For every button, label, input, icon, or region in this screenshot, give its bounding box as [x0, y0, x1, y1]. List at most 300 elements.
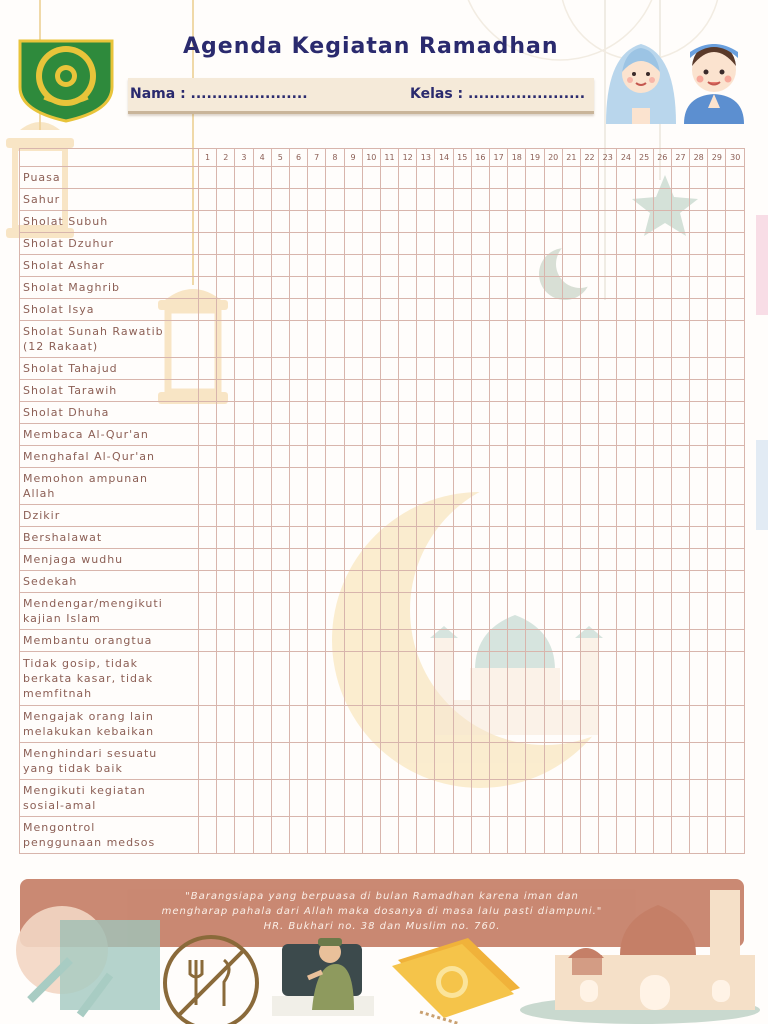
check-cell[interactable]: [217, 468, 235, 505]
check-cell[interactable]: [453, 211, 471, 233]
check-cell[interactable]: [344, 652, 362, 706]
check-cell[interactable]: [199, 167, 217, 189]
check-cell[interactable]: [199, 505, 217, 527]
check-cell[interactable]: [580, 817, 598, 854]
check-cell[interactable]: [617, 780, 635, 817]
check-cell[interactable]: [435, 446, 453, 468]
check-cell[interactable]: [271, 743, 289, 780]
check-cell[interactable]: [690, 630, 708, 652]
check-cell[interactable]: [708, 299, 726, 321]
check-cell[interactable]: [508, 358, 526, 380]
check-cell[interactable]: [217, 402, 235, 424]
check-cell[interactable]: [253, 277, 271, 299]
check-cell[interactable]: [708, 358, 726, 380]
check-cell[interactable]: [253, 167, 271, 189]
check-cell[interactable]: [271, 380, 289, 402]
check-cell[interactable]: [199, 255, 217, 277]
check-cell[interactable]: [544, 233, 562, 255]
check-cell[interactable]: [671, 780, 689, 817]
check-cell[interactable]: [635, 652, 653, 706]
check-cell[interactable]: [580, 167, 598, 189]
check-cell[interactable]: [362, 380, 380, 402]
check-cell[interactable]: [217, 817, 235, 854]
check-cell[interactable]: [599, 817, 617, 854]
check-cell[interactable]: [308, 817, 326, 854]
check-cell[interactable]: [653, 780, 671, 817]
check-cell[interactable]: [362, 652, 380, 706]
check-cell[interactable]: [380, 167, 398, 189]
check-cell[interactable]: [453, 743, 471, 780]
check-cell[interactable]: [271, 402, 289, 424]
check-cell[interactable]: [490, 780, 508, 817]
check-cell[interactable]: [399, 593, 417, 630]
check-cell[interactable]: [544, 780, 562, 817]
check-cell[interactable]: [544, 527, 562, 549]
check-cell[interactable]: [289, 321, 307, 358]
check-cell[interactable]: [526, 527, 544, 549]
check-cell[interactable]: [653, 277, 671, 299]
check-cell[interactable]: [526, 358, 544, 380]
check-cell[interactable]: [362, 549, 380, 571]
check-cell[interactable]: [380, 358, 398, 380]
check-cell[interactable]: [690, 527, 708, 549]
check-cell[interactable]: [580, 211, 598, 233]
check-cell[interactable]: [289, 211, 307, 233]
check-cell[interactable]: [417, 743, 435, 780]
check-cell[interactable]: [199, 630, 217, 652]
check-cell[interactable]: [635, 780, 653, 817]
check-cell[interactable]: [289, 780, 307, 817]
check-cell[interactable]: [708, 652, 726, 706]
check-cell[interactable]: [417, 189, 435, 211]
check-cell[interactable]: [399, 780, 417, 817]
check-cell[interactable]: [217, 211, 235, 233]
check-cell[interactable]: [671, 571, 689, 593]
check-cell[interactable]: [235, 189, 253, 211]
check-cell[interactable]: [526, 299, 544, 321]
check-cell[interactable]: [289, 255, 307, 277]
check-cell[interactable]: [671, 211, 689, 233]
check-cell[interactable]: [253, 630, 271, 652]
check-cell[interactable]: [544, 358, 562, 380]
check-cell[interactable]: [217, 706, 235, 743]
check-cell[interactable]: [508, 505, 526, 527]
check-cell[interactable]: [562, 299, 580, 321]
check-cell[interactable]: [471, 780, 489, 817]
check-cell[interactable]: [526, 652, 544, 706]
check-cell[interactable]: [599, 527, 617, 549]
check-cell[interactable]: [199, 299, 217, 321]
check-cell[interactable]: [617, 233, 635, 255]
check-cell[interactable]: [671, 743, 689, 780]
check-cell[interactable]: [471, 233, 489, 255]
check-cell[interactable]: [653, 505, 671, 527]
check-cell[interactable]: [599, 167, 617, 189]
check-cell[interactable]: [471, 402, 489, 424]
check-cell[interactable]: [471, 630, 489, 652]
check-cell[interactable]: [544, 652, 562, 706]
check-cell[interactable]: [326, 571, 344, 593]
check-cell[interactable]: [599, 255, 617, 277]
check-cell[interactable]: [453, 780, 471, 817]
check-cell[interactable]: [471, 358, 489, 380]
check-cell[interactable]: [399, 299, 417, 321]
check-cell[interactable]: [362, 593, 380, 630]
check-cell[interactable]: [417, 402, 435, 424]
check-cell[interactable]: [562, 571, 580, 593]
check-cell[interactable]: [599, 321, 617, 358]
check-cell[interactable]: [726, 652, 745, 706]
check-cell[interactable]: [217, 780, 235, 817]
check-cell[interactable]: [653, 233, 671, 255]
check-cell[interactable]: [599, 593, 617, 630]
check-cell[interactable]: [199, 211, 217, 233]
check-cell[interactable]: [544, 189, 562, 211]
check-cell[interactable]: [362, 446, 380, 468]
check-cell[interactable]: [671, 505, 689, 527]
check-cell[interactable]: [435, 380, 453, 402]
check-cell[interactable]: [562, 468, 580, 505]
check-cell[interactable]: [690, 211, 708, 233]
check-cell[interactable]: [490, 505, 508, 527]
check-cell[interactable]: [289, 402, 307, 424]
check-cell[interactable]: [326, 299, 344, 321]
check-cell[interactable]: [690, 380, 708, 402]
check-cell[interactable]: [490, 233, 508, 255]
check-cell[interactable]: [362, 630, 380, 652]
check-cell[interactable]: [653, 706, 671, 743]
check-cell[interactable]: [235, 233, 253, 255]
check-cell[interactable]: [253, 527, 271, 549]
check-cell[interactable]: [308, 780, 326, 817]
check-cell[interactable]: [308, 233, 326, 255]
check-cell[interactable]: [453, 189, 471, 211]
check-cell[interactable]: [708, 468, 726, 505]
check-cell[interactable]: [344, 780, 362, 817]
check-cell[interactable]: [380, 424, 398, 446]
check-cell[interactable]: [726, 424, 745, 446]
check-cell[interactable]: [199, 233, 217, 255]
check-cell[interactable]: [544, 167, 562, 189]
check-cell[interactable]: [617, 593, 635, 630]
check-cell[interactable]: [671, 424, 689, 446]
check-cell[interactable]: [726, 630, 745, 652]
check-cell[interactable]: [253, 321, 271, 358]
check-cell[interactable]: [326, 505, 344, 527]
check-cell[interactable]: [471, 211, 489, 233]
check-cell[interactable]: [399, 549, 417, 571]
check-cell[interactable]: [471, 255, 489, 277]
check-cell[interactable]: [671, 321, 689, 358]
check-cell[interactable]: [417, 505, 435, 527]
check-cell[interactable]: [362, 571, 380, 593]
check-cell[interactable]: [526, 233, 544, 255]
check-cell[interactable]: [653, 571, 671, 593]
check-cell[interactable]: [471, 380, 489, 402]
class-field[interactable]: Kelas : ......................: [410, 86, 586, 102]
check-cell[interactable]: [362, 743, 380, 780]
check-cell[interactable]: [708, 189, 726, 211]
check-cell[interactable]: [271, 571, 289, 593]
check-cell[interactable]: [326, 167, 344, 189]
check-cell[interactable]: [417, 780, 435, 817]
check-cell[interactable]: [289, 652, 307, 706]
check-cell[interactable]: [199, 817, 217, 854]
check-cell[interactable]: [526, 211, 544, 233]
check-cell[interactable]: [653, 743, 671, 780]
check-cell[interactable]: [217, 743, 235, 780]
check-cell[interactable]: [690, 468, 708, 505]
check-cell[interactable]: [399, 167, 417, 189]
check-cell[interactable]: [417, 358, 435, 380]
check-cell[interactable]: [708, 446, 726, 468]
check-cell[interactable]: [417, 468, 435, 505]
check-cell[interactable]: [580, 380, 598, 402]
check-cell[interactable]: [726, 527, 745, 549]
check-cell[interactable]: [453, 358, 471, 380]
check-cell[interactable]: [671, 277, 689, 299]
check-cell[interactable]: [435, 652, 453, 706]
check-cell[interactable]: [580, 505, 598, 527]
check-cell[interactable]: [380, 630, 398, 652]
check-cell[interactable]: [253, 817, 271, 854]
check-cell[interactable]: [435, 706, 453, 743]
check-cell[interactable]: [326, 549, 344, 571]
check-cell[interactable]: [235, 358, 253, 380]
check-cell[interactable]: [635, 706, 653, 743]
check-cell[interactable]: [453, 817, 471, 854]
check-cell[interactable]: [289, 527, 307, 549]
check-cell[interactable]: [562, 630, 580, 652]
check-cell[interactable]: [253, 380, 271, 402]
check-cell[interactable]: [217, 446, 235, 468]
check-cell[interactable]: [453, 571, 471, 593]
check-cell[interactable]: [417, 593, 435, 630]
check-cell[interactable]: [326, 255, 344, 277]
check-cell[interactable]: [471, 446, 489, 468]
check-cell[interactable]: [235, 706, 253, 743]
check-cell[interactable]: [380, 299, 398, 321]
check-cell[interactable]: [617, 211, 635, 233]
check-cell[interactable]: [599, 189, 617, 211]
check-cell[interactable]: [508, 167, 526, 189]
check-cell[interactable]: [326, 630, 344, 652]
check-cell[interactable]: [635, 571, 653, 593]
check-cell[interactable]: [271, 233, 289, 255]
check-cell[interactable]: [653, 358, 671, 380]
check-cell[interactable]: [599, 446, 617, 468]
check-cell[interactable]: [399, 211, 417, 233]
check-cell[interactable]: [344, 299, 362, 321]
check-cell[interactable]: [490, 380, 508, 402]
check-cell[interactable]: [271, 189, 289, 211]
check-cell[interactable]: [380, 255, 398, 277]
check-cell[interactable]: [399, 446, 417, 468]
check-cell[interactable]: [580, 706, 598, 743]
check-cell[interactable]: [453, 233, 471, 255]
check-cell[interactable]: [217, 593, 235, 630]
check-cell[interactable]: [653, 468, 671, 505]
check-cell[interactable]: [544, 505, 562, 527]
check-cell[interactable]: [235, 402, 253, 424]
check-cell[interactable]: [671, 706, 689, 743]
check-cell[interactable]: [471, 424, 489, 446]
check-cell[interactable]: [580, 571, 598, 593]
check-cell[interactable]: [308, 706, 326, 743]
check-cell[interactable]: [399, 255, 417, 277]
check-cell[interactable]: [508, 527, 526, 549]
check-cell[interactable]: [199, 571, 217, 593]
check-cell[interactable]: [708, 549, 726, 571]
check-cell[interactable]: [271, 446, 289, 468]
check-cell[interactable]: [653, 593, 671, 630]
check-cell[interactable]: [289, 468, 307, 505]
check-cell[interactable]: [308, 299, 326, 321]
check-cell[interactable]: [344, 277, 362, 299]
check-cell[interactable]: [417, 817, 435, 854]
check-cell[interactable]: [562, 446, 580, 468]
check-cell[interactable]: [271, 780, 289, 817]
check-cell[interactable]: [508, 706, 526, 743]
check-cell[interactable]: [217, 630, 235, 652]
check-cell[interactable]: [271, 299, 289, 321]
check-cell[interactable]: [580, 255, 598, 277]
check-cell[interactable]: [471, 593, 489, 630]
check-cell[interactable]: [635, 299, 653, 321]
check-cell[interactable]: [253, 571, 271, 593]
check-cell[interactable]: [726, 189, 745, 211]
check-cell[interactable]: [708, 817, 726, 854]
check-cell[interactable]: [217, 527, 235, 549]
check-cell[interactable]: [708, 211, 726, 233]
check-cell[interactable]: [708, 743, 726, 780]
check-cell[interactable]: [544, 255, 562, 277]
check-cell[interactable]: [526, 780, 544, 817]
check-cell[interactable]: [217, 233, 235, 255]
check-cell[interactable]: [562, 652, 580, 706]
check-cell[interactable]: [435, 402, 453, 424]
check-cell[interactable]: [253, 743, 271, 780]
check-cell[interactable]: [580, 446, 598, 468]
check-cell[interactable]: [380, 233, 398, 255]
check-cell[interactable]: [471, 527, 489, 549]
check-cell[interactable]: [308, 424, 326, 446]
check-cell[interactable]: [435, 277, 453, 299]
check-cell[interactable]: [435, 233, 453, 255]
check-cell[interactable]: [708, 527, 726, 549]
check-cell[interactable]: [362, 817, 380, 854]
check-cell[interactable]: [580, 402, 598, 424]
check-cell[interactable]: [690, 255, 708, 277]
check-cell[interactable]: [253, 402, 271, 424]
check-cell[interactable]: [235, 167, 253, 189]
check-cell[interactable]: [599, 630, 617, 652]
check-cell[interactable]: [435, 780, 453, 817]
check-cell[interactable]: [235, 630, 253, 652]
check-cell[interactable]: [599, 299, 617, 321]
check-cell[interactable]: [399, 527, 417, 549]
check-cell[interactable]: [526, 402, 544, 424]
check-cell[interactable]: [635, 321, 653, 358]
check-cell[interactable]: [599, 277, 617, 299]
check-cell[interactable]: [326, 817, 344, 854]
check-cell[interactable]: [562, 358, 580, 380]
check-cell[interactable]: [526, 321, 544, 358]
check-cell[interactable]: [526, 743, 544, 780]
check-cell[interactable]: [726, 743, 745, 780]
check-cell[interactable]: [690, 233, 708, 255]
check-cell[interactable]: [199, 743, 217, 780]
check-cell[interactable]: [235, 652, 253, 706]
check-cell[interactable]: [308, 167, 326, 189]
check-cell[interactable]: [653, 299, 671, 321]
check-cell[interactable]: [435, 549, 453, 571]
check-cell[interactable]: [526, 505, 544, 527]
check-cell[interactable]: [671, 380, 689, 402]
check-cell[interactable]: [580, 630, 598, 652]
check-cell[interactable]: [435, 167, 453, 189]
check-cell[interactable]: [217, 299, 235, 321]
check-cell[interactable]: [635, 424, 653, 446]
check-cell[interactable]: [653, 211, 671, 233]
check-cell[interactable]: [453, 706, 471, 743]
check-cell[interactable]: [562, 233, 580, 255]
check-cell[interactable]: [435, 211, 453, 233]
check-cell[interactable]: [289, 549, 307, 571]
check-cell[interactable]: [235, 255, 253, 277]
check-cell[interactable]: [453, 424, 471, 446]
check-cell[interactable]: [271, 167, 289, 189]
check-cell[interactable]: [326, 468, 344, 505]
check-cell[interactable]: [435, 424, 453, 446]
check-cell[interactable]: [253, 593, 271, 630]
check-cell[interactable]: [344, 211, 362, 233]
check-cell[interactable]: [199, 380, 217, 402]
check-cell[interactable]: [435, 358, 453, 380]
check-cell[interactable]: [490, 277, 508, 299]
check-cell[interactable]: [253, 358, 271, 380]
check-cell[interactable]: [235, 211, 253, 233]
check-cell[interactable]: [726, 380, 745, 402]
check-cell[interactable]: [490, 468, 508, 505]
check-cell[interactable]: [344, 706, 362, 743]
check-cell[interactable]: [344, 321, 362, 358]
check-cell[interactable]: [653, 527, 671, 549]
check-cell[interactable]: [253, 299, 271, 321]
check-cell[interactable]: [380, 402, 398, 424]
check-cell[interactable]: [417, 706, 435, 743]
check-cell[interactable]: [544, 299, 562, 321]
check-cell[interactable]: [417, 233, 435, 255]
check-cell[interactable]: [217, 321, 235, 358]
check-cell[interactable]: [435, 527, 453, 549]
check-cell[interactable]: [635, 743, 653, 780]
check-cell[interactable]: [471, 571, 489, 593]
check-cell[interactable]: [580, 593, 598, 630]
check-cell[interactable]: [508, 277, 526, 299]
check-cell[interactable]: [217, 255, 235, 277]
check-cell[interactable]: [380, 652, 398, 706]
check-cell[interactable]: [490, 527, 508, 549]
check-cell[interactable]: [362, 358, 380, 380]
check-cell[interactable]: [671, 527, 689, 549]
check-cell[interactable]: [253, 505, 271, 527]
check-cell[interactable]: [199, 277, 217, 299]
check-cell[interactable]: [362, 167, 380, 189]
check-cell[interactable]: [271, 321, 289, 358]
check-cell[interactable]: [399, 189, 417, 211]
check-cell[interactable]: [399, 652, 417, 706]
